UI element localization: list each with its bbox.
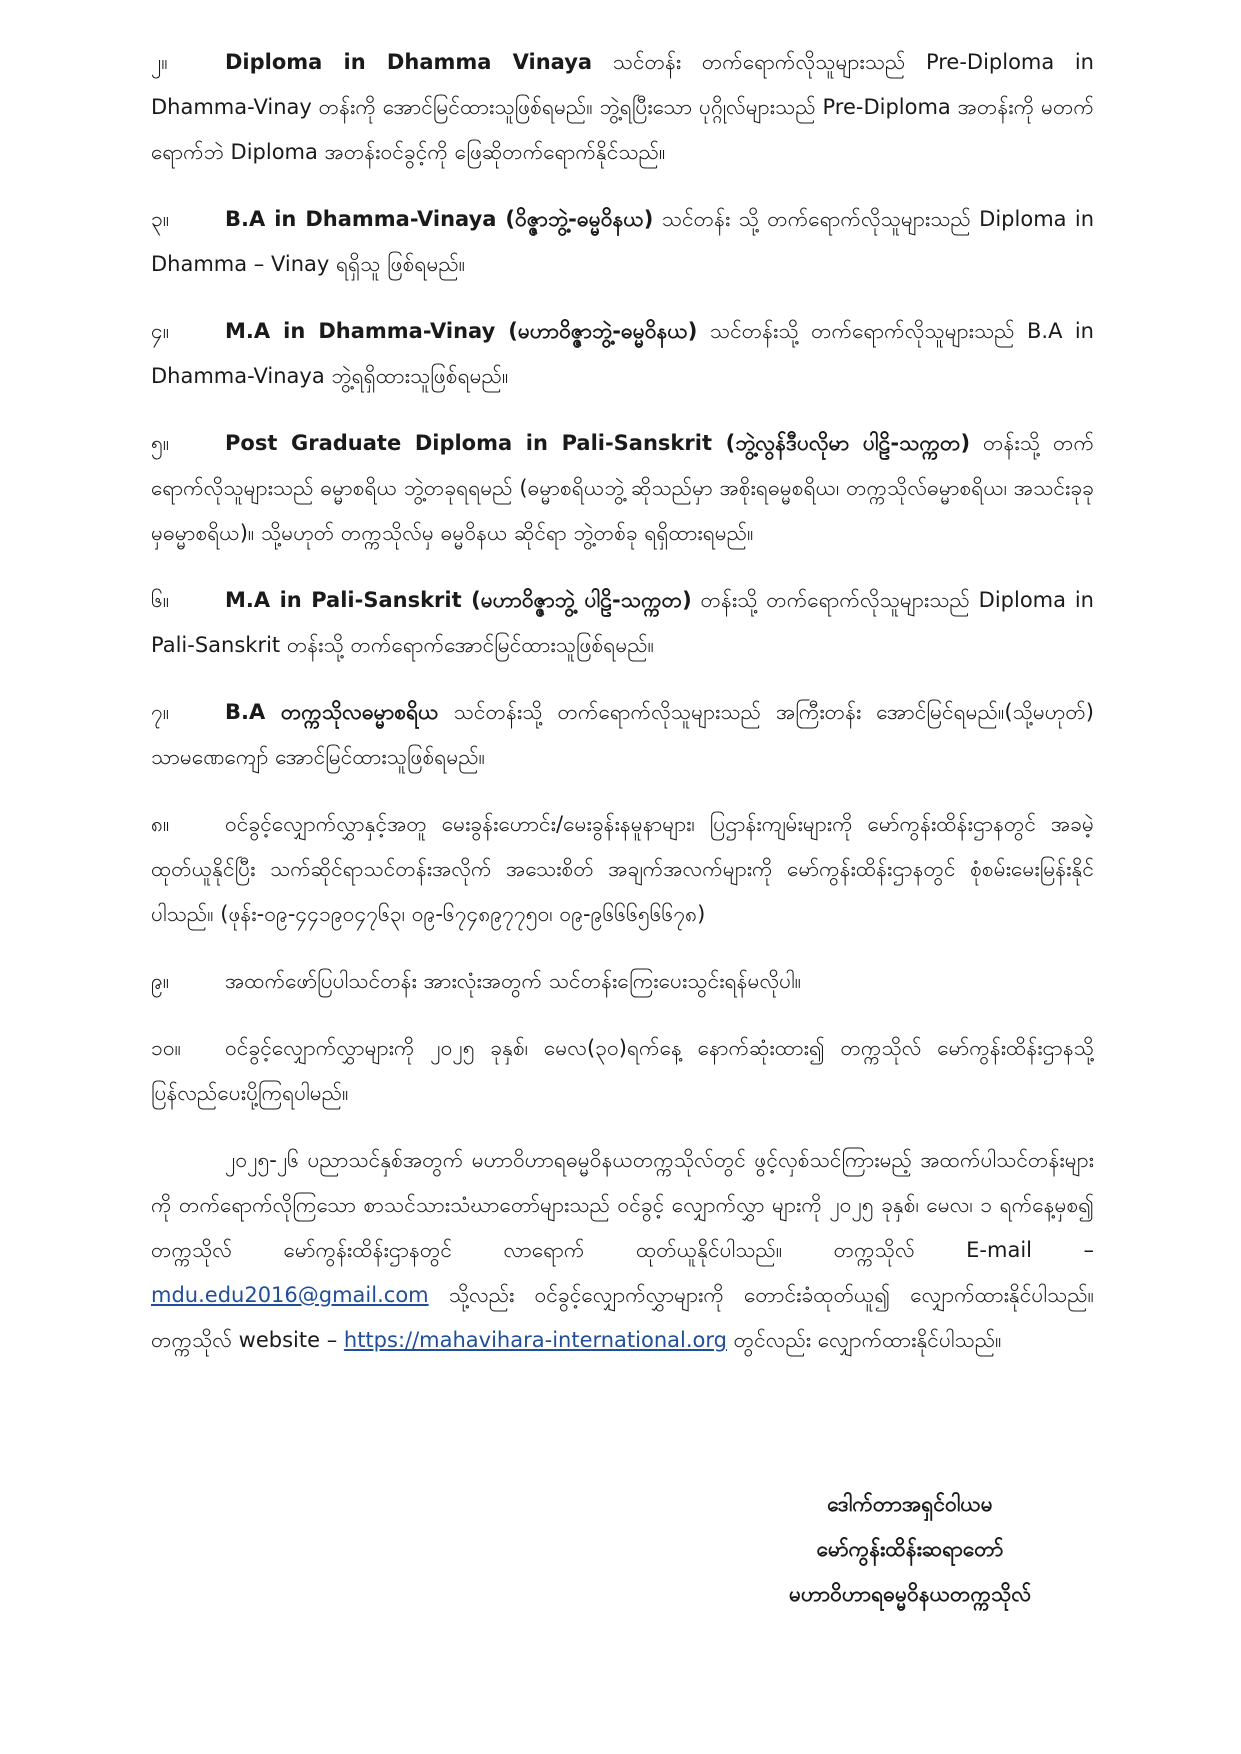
item-title: M.A in Dhamma-Vinay (မဟာဝိဇ္ဇာဘွဲ့-ဓမ္မဝိနယ) — [225, 319, 698, 343]
item-text: တန်းသို့ တက်ရောက်လိုသူများသည် Diploma in Pali-Sanskrit တန်းသို့ တက်ရောက်အောင်မြင်ထားသူဖြစ်ရမည်။ — [151, 588, 1094, 657]
item-number: ၉။ — [151, 969, 170, 993]
signatory-institution: မဟာဝိဟာရဓမ္မဝိနယတက္ကသိုလ် — [788, 1582, 1032, 1606]
item-number: ၁၀။ — [151, 1036, 181, 1060]
item-2 — [151, 40, 1094, 175]
closing-text-after: တွင်လည်း လျှောက်ထားနိုင်ပါသည်။ — [733, 1328, 1002, 1352]
item-title: B.A တက္ကသိုလဓမ္မာစရိယ — [225, 700, 439, 724]
item-3 — [151, 197, 1094, 287]
item-6 — [151, 578, 1094, 668]
closing-text-mid: သို့လည်း ဝင်ခွင့်လျှောက်လွှာများကို တောင်းခံထုတ်ယူ၍ လျှောက်ထားနိုင်ပါသည်။တက္ကသိုလ် website – — [151, 1283, 1094, 1352]
item-text: အထက်ဖော်ပြပါသင်တန်း အားလုံးအတွက် သင်တန်းကြေးပေးသွင်းရန်မလိုပါ။ — [225, 969, 802, 993]
item-title: Post Graduate Diploma in Pali-Sanskrit (ဘွဲ့လွန်ဒီပလိုမာ ပါဠိ-သက္ကတ) — [225, 431, 971, 455]
website-link[interactable]: https://mahavihara-international.org — [343, 1328, 727, 1352]
item-title: Diploma in Dhamma Vinaya — [225, 50, 593, 74]
item-text: သင်တန်း သို့ တက်ရောက်လိုသူများသည် Diploma in Dhamma – Vinay ရရှိသူ ဖြစ်ရမည်။ — [151, 207, 1095, 276]
closing-paragraph — [151, 1138, 1094, 1363]
signature-block — [700, 1482, 1120, 1617]
document-body — [151, 40, 1094, 1385]
item-text: တန်းသို့ တက်ရောက်လိုသူများသည် ဓမ္မာစရိယ ဘွဲ့တခုရရမည် (ဓမ္မာစရိယဘွဲ့ ဆိုသည်မှာ အစိုးရဓမ္မစရိယ၊ တက္ကသိုလ်ဓမ္မာစရိယ၊ အသင်းခုခုမှဓမ္မာစရိယ)။ သို့မဟုတ် တက္ကသိုလ်မှ ဓမ္မဝိနယ ဆိုင်ရာ ဘွဲ့တစ်ခု ရရှိထားရမည်။ — [151, 431, 1094, 545]
item-9 — [151, 959, 1094, 1004]
item-4 — [151, 309, 1094, 399]
item-number: ၄။ — [151, 319, 170, 343]
item-number: ၆။ — [151, 588, 170, 612]
item-8 — [151, 802, 1094, 937]
item-number: ၇။ — [151, 700, 170, 724]
item-10 — [151, 1026, 1094, 1116]
item-number: ၃။ — [151, 207, 170, 231]
item-text: သင်တန်း တက်ရောက်လိုသူများသည် Pre-Diploma in Dhamma-Vinay တန်းကို အောင်မြင်ထားသူဖြစ်ရမည်။ ဘွဲ့ရပြီးသော ပုဂ္ဂိုလ်များသည် Pre-Diploma အတန်းကို မတက်ရောက်ဘဲ Diploma အတန်းဝင်ခွင့်ကို ဖြေဆိုတက်ရောက်နိုင်သည်။ — [151, 50, 1094, 164]
item-number: ၈။ — [151, 812, 170, 836]
item-7 — [151, 690, 1094, 780]
item-number: ၂။ — [151, 50, 168, 74]
item-text: သင်တန်းသို့ တက်ရောက်လိုသူများသည် အကြီးတန်း အောင်မြင်ရမည်။(သို့မဟုတ်) သာမဏေကျော် အောင်မြင်ထားသူဖြစ်ရမည်။ — [151, 700, 1095, 769]
item-5 — [151, 421, 1094, 556]
item-title: M.A in Pali-Sanskrit (မဟာဝိဇ္ဇာဘွဲ့ ပါဠိ-သက္ကတ) — [225, 588, 692, 612]
email-link[interactable]: mdu.edu2016@gmail.com — [151, 1283, 429, 1307]
item-title: B.A in Dhamma-Vinaya (ဝိဇ္ဇာဘွဲ့-ဓမ္မဝိနယ) — [225, 207, 654, 231]
item-text: ဝင်ခွင့်လျှောက်လွှာများကို ၂၀၂၅ ခုနှစ်၊ မေလ(၃၀)ရက်နေ့ နောက်ဆုံးထား၍ တက္ကသိုလ် မော်ကွန်းထိန်းဌာနသို့ ပြန်လည်ပေးပို့ကြရပါမည်။ — [151, 1036, 1094, 1105]
item-number: ၅။ — [151, 431, 170, 455]
item-text: သင်တန်းသို့ တက်ရောက်လိုသူများသည် B.A in Dhamma-Vinaya ဘွဲ့ရရှိထားသူဖြစ်ရမည်။ — [151, 319, 1094, 388]
signatory-name: ဒေါက်တာအရှင်ဝါယမ — [827, 1492, 993, 1516]
signatory-position: မော်ကွန်းထိန်းဆရာတော် — [816, 1537, 1004, 1561]
closing-text-before: ၂၀၂၅-၂၆ ပညာသင်နှစ်အတွက် မဟာဝိဟာရဓမ္မဝိနယတက္ကသိုလ်တွင် ဖွင့်လှစ်သင်ကြားမည့် အထက်ပါသင်တန်းများကို တက်ရောက်လိုကြသော စာသင်သားသံဃာတော်များသည် ဝင်ခွင့် လျှောက်လွှာ များကို ၂၀၂၅ ခုနှစ်၊ မေလ၊ ၁ ရက်နေ့မှစ၍ တက္ကသိုလ် မော်ကွန်းထိန်းဌာနတွင် လာရောက် ထုတ်ယူနိုင်ပါသည်။ တက္ကသိုလ် E-mail – — [151, 1148, 1095, 1262]
item-text: ဝင်ခွင့်လျှောက်လွှာနှင့်အတူ မေးခွန်းဟောင်း/မေးခွန်းနမူနာများ၊ ပြဌာန်းကျမ်းများကို မော်ကွန်းထိန်းဌာနတွင် အခမဲ့ထုတ်ယူနိုင်ပြီး သက်ဆိုင်ရာသင်တန်းအလိုက် အသေးစိတ် အချက်အလက်များကို မော်ကွန်းထိန်းဌာနတွင် စုံစမ်းမေးမြန်းနိုင်ပါသည်။ (ဖုန်း-၀၉-၄၄၁၉၀၄၇၆၃၊ ၀၉-၆၇၄၈၉၇၇၅၀၊ ၀၉-၉၆၆၆၅၆၆၇၈) — [151, 812, 1094, 926]
